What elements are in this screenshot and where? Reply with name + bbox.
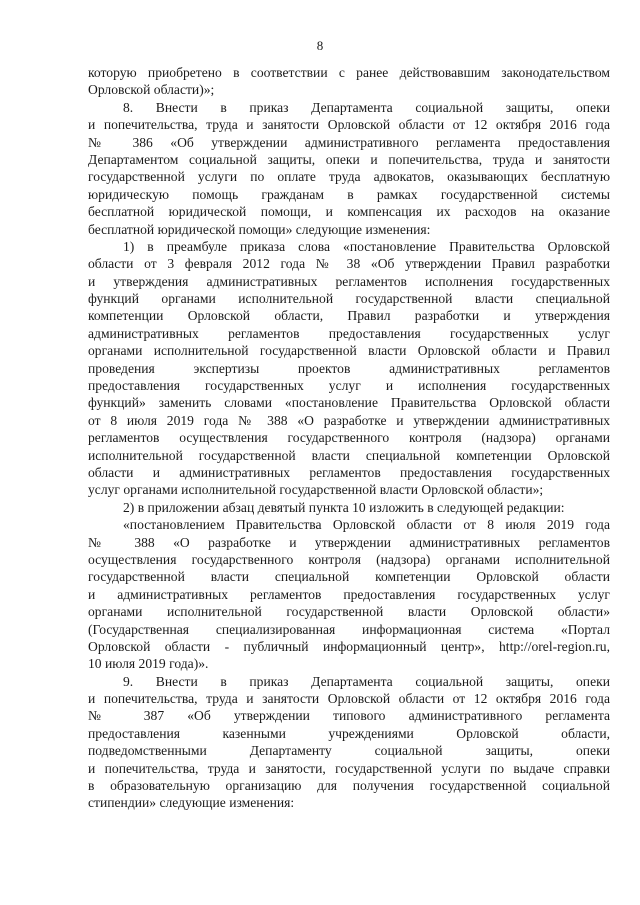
text-line: бесплатной юридической помощи, и компенсация их расходов на оказание [88,204,610,220]
text-line: Орловской области)»; [88,82,215,98]
text-line: № 388 «О разработке и утверждении административных регламентов [88,534,610,550]
text-line: и административных регламентов предоставления государственных услуг [88,586,610,602]
text-line: Орловской области - публичный информационный центр», http://orel-region.ru, [88,638,610,654]
text-line: 10 июля 2019 года)». [88,656,209,672]
text-line: функций» заменить словами «постановление Правительства Орловской области [88,395,610,411]
text-line: государственной власти специальной компетенции Орловской области [88,569,610,585]
text-line: органами исполнительной государственной власти Орловской области и Правил [88,343,610,359]
page-number: 8 [316,38,324,53]
text-line: которую приобретено в соответствии с ранее действовавшим законодательством [88,65,610,80]
text-line: исполнительной государственной власти специальной компетенции Орловской [88,447,610,463]
text-line: 9. Внести в приказ Департамента социальной защиты, опеки [123,673,610,689]
text-line: предоставления государственных услуг и исполнения государственных [88,378,610,394]
text-line: (Государственная специализированная информационная система «Портал [88,621,610,637]
text-line: Департаментом социальной защиты, опеки и попечительства, труда и занятости [88,151,610,167]
text-line: и попечительства, труда и занятости, государственной услуги по выдаче справки [88,760,610,776]
text-line: административных регламентов предоставления государственных услуг [88,325,610,341]
text-line: 2) в приложении абзац девятый пункта 10 изложить в следующей редакции: [123,499,565,515]
text-line: № 387 «Об утверждении типового административного регламента [88,708,610,724]
text-line: «постановлением Правительства Орловской области от 8 июля 2019 года [123,517,610,533]
text-line: 8. Внести в приказ Департамента социальной защиты, опеки [123,99,610,115]
text-line: 1) в преамбуле приказа слова «постановление Правительства Орловской [123,238,610,254]
text-line: и утверждения административных регламентов исполнения государственных [88,273,610,289]
text-line: стипендии» следующие изменения: [88,795,295,811]
text-line: и попечительства, труда и занятости Орловской области от 12 октября 2016 года [88,117,610,133]
text-line: юридическую помощь гражданам в рамках государственной системы [88,186,610,202]
text-line: государственной услуги по оплате труда адвокатов, оказывающих бесплатную [88,169,610,185]
text-line: и попечительства, труда и занятости Орловской области от 12 октября 2016 года [88,691,610,707]
text-line: бесплатной юридической помощи» следующие изменения: [88,221,431,237]
text-line: от 8 июля 2019 года № 388 «О разработке и утверждении административных [88,412,610,428]
text-line: органами исполнительной государственной власти Орловской области» [88,604,610,620]
text-line: подведомственными Департаменту социальной защиты, опеки [88,743,610,759]
text-line: предоставления казенными учреждениями Орловской области, [88,725,610,741]
text-line: области и административных регламентов предоставления государственных [88,464,610,480]
text-line: проведения экспертизы проектов административных регламентов [88,360,610,376]
document-body [88,64,610,812]
text-line: области от 3 февраля 2012 года № 38 «Об утверждении Правил разработки [88,256,610,272]
text-line: в образовательную организацию для получения государственной социальной [88,778,610,794]
text-line: функций органами исполнительной государственной власти специальной [88,291,610,307]
text-line: № 386 «Об утверждении административного регламента предоставления [88,134,610,150]
text-line: регламентов осуществления государственного контроля (надзора) органами [88,430,610,446]
text-line: компетенции Орловской области, Правил разработки и утверждения [88,308,610,324]
text-line: осуществления государственного контроля (надзора) органами исполнительной [88,551,610,567]
text-line: услуг органами исполнительной государственной власти Орловской области»; [88,482,544,498]
